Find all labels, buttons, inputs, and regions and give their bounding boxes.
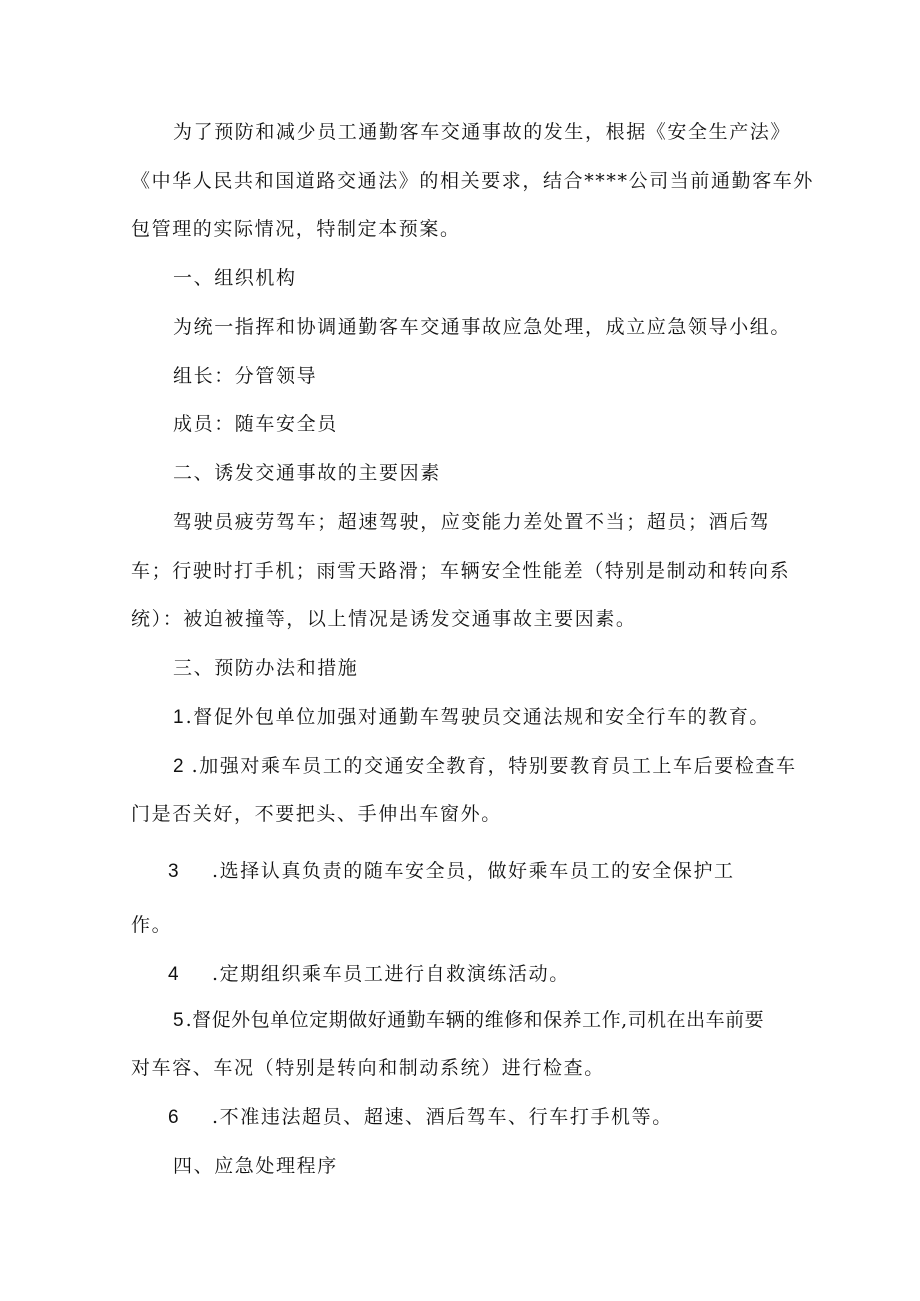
section-2-line-3: 统）：被迫被撞等，以上情况是诱发交通事故主要因素。	[131, 608, 637, 630]
section-4-heading: 四、应急处理程序	[173, 1155, 338, 1177]
intro-line-2: 《中华人民共和国道路交通法》的相关要求，结合****公司当前通勤客车外	[131, 170, 815, 192]
item-number: 2	[173, 756, 184, 777]
item-text: .不准违法超员、超速、酒后驾车、行车打手机等。	[212, 1106, 673, 1128]
section-1-members: 成员：随车安全员	[173, 413, 338, 435]
item-number: 6	[168, 1107, 179, 1128]
item-text: .督促外包单位定期做好通勤车辆的维修和保养工作,司机在出车前要	[185, 1009, 765, 1031]
measure-item-1	[173, 704, 770, 731]
section-2-line-2: 车；行驶时打手机；雨雪天路滑；车辆安全性能差（特别是制动和转向系	[131, 560, 791, 582]
intro-line-3: 包管理的实际情况，特制定本预案。	[131, 218, 461, 240]
section-1-heading: 一、组织机构	[173, 267, 297, 289]
section-1-text: 为统一指挥和协调通勤客车交通事故应急处理，成立应急领导小组。	[173, 316, 792, 338]
section-3-heading: 三、预防办法和措施	[173, 657, 359, 679]
measure-item-6	[168, 1104, 673, 1131]
item-text: .选择认真负责的随车安全员，做好乘车员工的安全保护工	[212, 860, 735, 882]
item-text: .加强对乘车员工的交通安全教育，特别要教育员工上车后要检查车	[191, 755, 797, 777]
item-number: 1	[173, 707, 184, 728]
measure-item-3	[168, 858, 735, 885]
measure-item-5	[173, 1007, 764, 1034]
item-number: 4	[168, 964, 179, 985]
measure-item-4	[168, 961, 570, 988]
measure-item-2	[173, 753, 797, 780]
section-2-heading: 二、诱发交通事故的主要因素	[173, 462, 441, 484]
section-2-line-1: 驾驶员疲劳驾车；超速驾驶，应变能力差处置不当；超员；酒后驾	[173, 511, 771, 533]
measure-item-3-cont: 作。	[131, 914, 173, 936]
item-number: 3	[168, 861, 179, 882]
intro-line-1: 为了预防和减少员工通勤客车交通事故的发生，根据《安全生产法》	[173, 121, 792, 143]
measure-item-2-cont: 门是否关好，不要把头、手伸出车窗外。	[131, 803, 502, 825]
measure-item-5-cont: 对车容、车况（特别是转向和制动系统）进行检查。	[131, 1057, 605, 1079]
item-number: 5	[173, 1010, 184, 1031]
section-1-leader: 组长：分管领导	[173, 365, 318, 387]
item-text: .定期组织乘车员工进行自救演练活动。	[212, 963, 570, 985]
item-text: .督促外包单位加强对通勤车驾驶员交通法规和安全行车的教育。	[185, 706, 771, 728]
